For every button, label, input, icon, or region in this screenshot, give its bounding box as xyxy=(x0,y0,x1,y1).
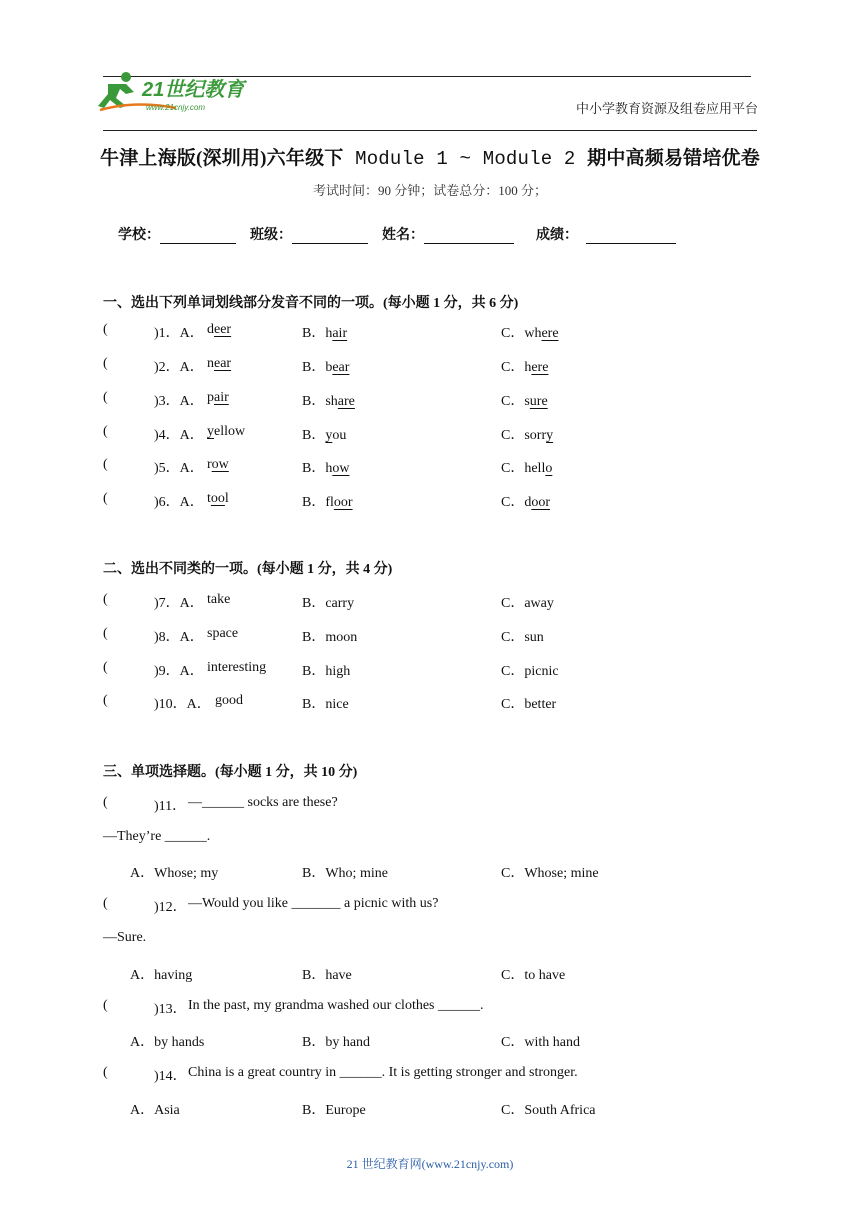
question-12-reply: —Sure. xyxy=(103,930,147,945)
option-c[interactable] xyxy=(501,356,548,376)
word-part: wh xyxy=(524,326,542,341)
answer-paren[interactable]: ( xyxy=(103,896,108,911)
option-b[interactable]: B．high xyxy=(302,664,351,679)
answer-paren[interactable]: ( xyxy=(103,491,108,506)
option-c[interactable]: C．picnic xyxy=(501,664,559,679)
answer-paren[interactable]: ( xyxy=(103,1065,108,1080)
option-letter: C． xyxy=(501,394,525,409)
question-14-options xyxy=(103,1099,753,1121)
option-a[interactable] xyxy=(207,424,245,440)
question-number: )4．A． xyxy=(154,428,204,443)
question-number: )5．A． xyxy=(154,461,204,476)
option-b[interactable]: B．carry xyxy=(302,596,355,611)
option-b[interactable] xyxy=(302,424,346,444)
option-b[interactable] xyxy=(302,457,349,477)
option-letter: B． xyxy=(302,394,326,409)
option-c[interactable]: C．sun xyxy=(501,630,544,645)
option-c[interactable] xyxy=(501,424,553,444)
option-b[interactable]: B．Who; mine xyxy=(302,866,388,881)
question-8 xyxy=(103,626,753,648)
logo xyxy=(96,70,266,114)
underlined-letters: ere xyxy=(531,360,549,375)
question-number: )2．A． xyxy=(154,360,204,375)
option-c[interactable]: C．to have xyxy=(501,968,566,983)
answer-paren[interactable]: ( xyxy=(103,998,108,1013)
underlined-letters: eer xyxy=(214,322,232,337)
word-part: s xyxy=(524,394,530,409)
word-part: sh xyxy=(325,394,338,409)
option-c[interactable] xyxy=(501,322,559,342)
word-part: h xyxy=(524,360,532,375)
question-stem: China is a great country in ______. It is getting stronger and stronger. xyxy=(188,1065,578,1080)
word-part: l xyxy=(224,491,229,506)
question-stem: —Would you like _______ a picnic with us? xyxy=(188,896,439,911)
question-12-options xyxy=(103,964,753,986)
word-part: hell xyxy=(524,461,546,476)
title-prefix: 牛津上海版(深圳用)六年级下 xyxy=(100,148,344,169)
option-a[interactable]: A．by hands xyxy=(130,1035,205,1050)
page-title xyxy=(0,143,860,170)
name-blank[interactable] xyxy=(424,229,514,244)
class-label: 班级： xyxy=(250,228,292,243)
answer-paren[interactable]: ( xyxy=(103,390,108,405)
question-11 xyxy=(103,795,753,817)
class-blank[interactable] xyxy=(292,229,368,244)
option-b[interactable] xyxy=(302,322,347,342)
option-b[interactable]: B．by hand xyxy=(302,1035,371,1050)
option-c[interactable]: C．Whose; mine xyxy=(501,866,599,881)
question-6 xyxy=(103,491,753,513)
question-number: )11． xyxy=(154,799,187,814)
name-field[interactable] xyxy=(382,224,514,244)
option-letter: B． xyxy=(302,495,326,510)
underlined-letters: ow xyxy=(332,461,350,476)
question-number: )3．A． xyxy=(154,394,204,409)
question-10 xyxy=(103,693,753,715)
logo-url: www.21cnjy.com xyxy=(146,103,205,112)
option-letter: C． xyxy=(501,326,525,341)
option-c[interactable] xyxy=(501,390,548,410)
option-a[interactable]: A．Asia xyxy=(130,1103,180,1118)
option-c[interactable] xyxy=(501,457,552,477)
option-a[interactable]: A．having xyxy=(130,968,193,983)
platform-label: 中小学教育资源及组卷应用平台 xyxy=(575,102,758,117)
option-c[interactable]: C．with hand xyxy=(501,1035,580,1050)
word-part: b xyxy=(325,360,333,375)
question-number: )9．A． xyxy=(154,664,204,679)
question-number: )7．A． xyxy=(154,596,204,611)
score-blank[interactable] xyxy=(586,229,676,244)
question-11-reply: —They’re ______. xyxy=(103,829,211,844)
question-7 xyxy=(103,592,753,614)
question-number: )8．A． xyxy=(154,630,204,645)
word-part: h xyxy=(325,326,333,341)
underlined-letters: y xyxy=(325,428,333,443)
word-part: r xyxy=(207,457,212,472)
option-a[interactable] xyxy=(207,322,231,338)
question-number: )13． xyxy=(154,1002,187,1017)
word-part: h xyxy=(325,461,333,476)
header-bottom-rule xyxy=(103,130,757,131)
answer-paren[interactable]: ( xyxy=(103,356,108,371)
logo-graphic xyxy=(96,70,266,114)
school-blank[interactable] xyxy=(160,229,236,244)
option-b[interactable]: B．Europe xyxy=(302,1103,366,1118)
answer-paren[interactable]: ( xyxy=(103,693,108,708)
option-a[interactable] xyxy=(207,390,229,406)
option-a[interactable]: space xyxy=(207,626,239,641)
option-b[interactable] xyxy=(302,390,355,410)
word-part: d xyxy=(524,495,532,510)
question-13-options xyxy=(103,1031,753,1053)
option-a[interactable] xyxy=(207,457,229,473)
answer-paren[interactable]: ( xyxy=(103,795,108,810)
underlined-letters: oor xyxy=(531,495,551,510)
question-5 xyxy=(103,457,753,479)
option-b[interactable]: B．have xyxy=(302,968,352,983)
underlined-letters: air xyxy=(214,390,229,405)
question-1 xyxy=(103,322,753,344)
word-part: ou xyxy=(332,428,347,443)
word-part: sorr xyxy=(524,428,547,443)
student-info-row xyxy=(118,224,690,244)
question-9 xyxy=(103,660,753,682)
option-letter: C． xyxy=(501,495,525,510)
option-letter: B． xyxy=(302,326,326,341)
question-4 xyxy=(103,424,753,446)
option-a[interactable]: take xyxy=(207,592,231,607)
question-2 xyxy=(103,356,753,378)
title-suffix: 期中高频易错培优卷 xyxy=(587,148,760,169)
option-a[interactable]: good xyxy=(215,693,243,708)
underlined-letters: ere xyxy=(541,326,559,341)
underlined-letters: o xyxy=(545,461,553,476)
title-module: Module 1 ~ Module 2 xyxy=(343,148,588,170)
underlined-letters: oor xyxy=(333,495,353,510)
name-label: 姓名： xyxy=(382,228,424,243)
word-part: p xyxy=(207,390,214,405)
score-field[interactable] xyxy=(536,224,676,244)
question-number: )6．A． xyxy=(154,495,204,510)
option-b[interactable] xyxy=(302,491,353,511)
underlined-letters: oo xyxy=(210,491,225,506)
option-letter: B． xyxy=(302,461,326,476)
score-label: 成绩： xyxy=(536,228,578,243)
option-letter: C． xyxy=(501,461,525,476)
question-stem: In the past, my grandma washed our clothes ______. xyxy=(188,998,484,1013)
logo-text: 21世纪教育 xyxy=(142,79,245,101)
option-c[interactable]: C．away xyxy=(501,596,554,611)
underlined-letters: air xyxy=(332,326,348,341)
option-a[interactable]: A．Whose; my xyxy=(130,866,219,881)
section1-title: 一、选出下列单词划线部分发音不同的一项。(每小题 1 分，共 6 分) xyxy=(103,296,519,311)
section3-title: 三、单项选择题。(每小题 1 分，共 10 分) xyxy=(103,765,358,780)
school-label: 学校： xyxy=(118,228,160,243)
underlined-letters: ure xyxy=(529,394,548,409)
option-letter: C． xyxy=(501,428,525,443)
answer-paren[interactable]: ( xyxy=(103,626,108,641)
word-part: t xyxy=(207,491,211,506)
question-11-options xyxy=(103,862,753,884)
option-c[interactable]: C．better xyxy=(501,697,557,712)
footer-text: 21 世纪教育网(www.21cnjy.com) xyxy=(346,1157,514,1171)
underlined-letters: ear xyxy=(214,356,232,371)
option-b[interactable]: B．moon xyxy=(302,630,358,645)
question-13 xyxy=(103,998,753,1020)
option-a[interactable]: interesting xyxy=(207,660,267,675)
question-number: )14． xyxy=(154,1069,187,1084)
school-field[interactable] xyxy=(118,224,236,244)
underlined-letters: are xyxy=(337,394,355,409)
option-letter: B． xyxy=(302,360,326,375)
option-b[interactable]: B．nice xyxy=(302,697,349,712)
answer-paren[interactable]: ( xyxy=(103,424,108,439)
word-part: n xyxy=(207,356,214,371)
word-part: ellow xyxy=(214,424,246,439)
answer-paren[interactable]: ( xyxy=(103,457,108,472)
answer-paren[interactable]: ( xyxy=(103,592,108,607)
question-number: )12． xyxy=(154,900,187,915)
option-letter: B． xyxy=(302,428,326,443)
question-number: )10．A． xyxy=(154,697,211,712)
question-stem: —______ socks are these? xyxy=(188,795,338,810)
exam-subtitle: 考试时间：90 分钟；试卷总分：100 分； xyxy=(312,183,547,198)
question-3 xyxy=(103,390,753,412)
class-field[interactable] xyxy=(250,224,368,244)
option-c[interactable] xyxy=(501,491,550,511)
answer-paren[interactable]: ( xyxy=(103,322,108,337)
underlined-letters: y xyxy=(207,424,214,439)
option-letter: C． xyxy=(501,360,525,375)
word-part: fl xyxy=(325,495,334,510)
word-part: d xyxy=(207,322,214,337)
underlined-letters: ow xyxy=(211,457,229,472)
section2-title: 二、选出不同类的一项。(每小题 1 分，共 4 分) xyxy=(103,562,393,577)
answer-paren[interactable]: ( xyxy=(103,660,108,675)
underlined-letters: ear xyxy=(332,360,350,375)
option-a[interactable] xyxy=(207,491,229,507)
question-number: )1．A． xyxy=(154,326,204,341)
option-c[interactable]: C．South Africa xyxy=(501,1103,596,1118)
underlined-letters: y xyxy=(546,428,554,443)
question-12 xyxy=(103,896,753,918)
option-b[interactable] xyxy=(302,356,349,376)
question-14 xyxy=(103,1065,753,1087)
option-a[interactable] xyxy=(207,356,231,372)
